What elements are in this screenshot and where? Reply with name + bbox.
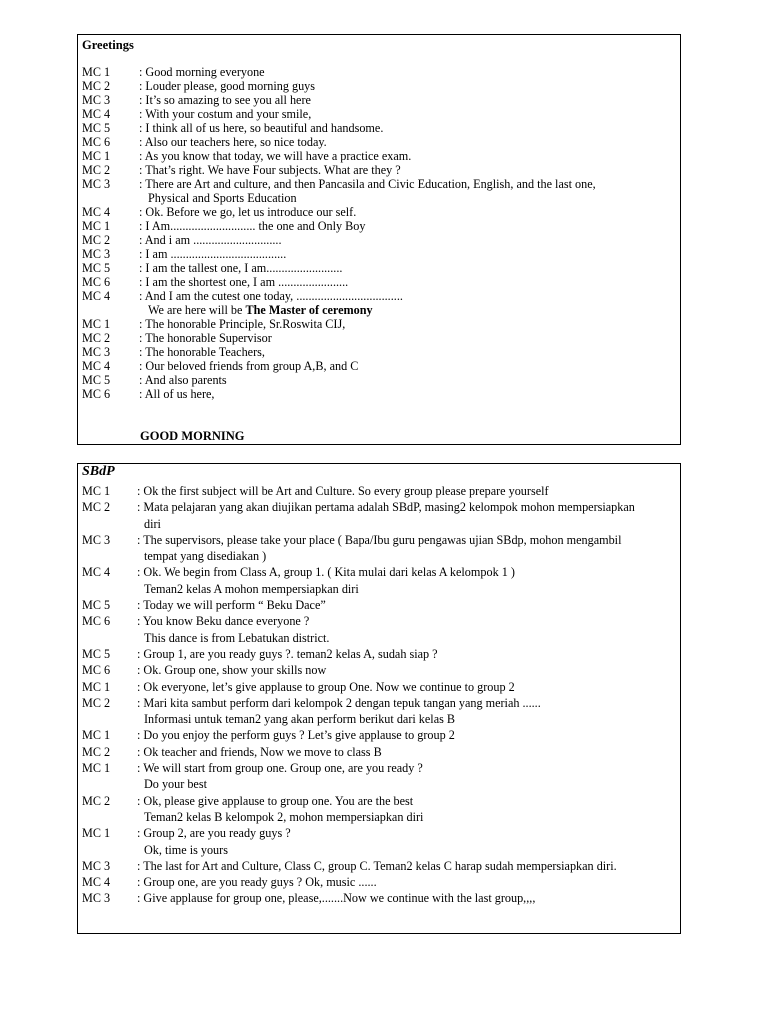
dialogue-text	[148, 303, 373, 317]
sbdp-line	[82, 597, 676, 613]
speaker-label: MC 2	[82, 695, 111, 710]
dialogue-text	[137, 597, 326, 613]
dialogue-text-content: : Ok, please give applause to group one. You are the best	[137, 793, 414, 808]
dialogue-text	[139, 331, 272, 345]
sbdp-line	[82, 776, 676, 792]
greetings-line	[82, 359, 676, 373]
dialogue-text-content: : The last for Art and Culture, Class C, group C. Teman2 kelas C harap sudah mempersiapkan diri.	[137, 858, 617, 873]
dialogue-text	[137, 793, 413, 809]
speaker-label: MC 3	[82, 177, 111, 191]
dialogue-text-content: : Ok everyone, let’s give applause to group One. Now we continue to group 2	[137, 679, 515, 694]
speaker-label: MC 6	[82, 387, 111, 401]
sbdp-line	[82, 613, 676, 629]
dialogue-text-content: We are here will be	[148, 303, 246, 317]
dialogue-text-content: Teman2 kelas A mohon mempersiapkan diri	[144, 581, 359, 596]
dialogue-text	[137, 499, 635, 515]
dialogue-text	[137, 564, 515, 580]
sbdp-line	[82, 842, 676, 858]
dialogue-text	[137, 744, 382, 760]
greetings-line	[82, 233, 676, 247]
sbdp-line	[82, 727, 676, 743]
greetings-line	[82, 387, 676, 401]
dialogue-text-content: : Group 2, are you ready guys ?	[137, 826, 291, 841]
speaker-label: MC 1	[82, 65, 111, 79]
dialogue-text-content: : There are Art and culture, and then Pancasila and Civic Education, English, and the last one,	[139, 177, 596, 191]
speaker-label: MC 5	[82, 598, 111, 613]
dialogue-text-content: : I am the tallest one, I am.........................	[139, 261, 343, 275]
dialogue-text-content: This dance is from Lebatukan district.	[144, 630, 330, 645]
dialogue-text-content: : Our beloved friends from group A,B, and C	[139, 359, 359, 373]
speaker-label: MC 1	[82, 484, 111, 498]
greetings-line	[82, 177, 676, 191]
speaker-label: MC 6	[82, 663, 111, 678]
speaker-label: MC 6	[82, 135, 111, 149]
speaker-label: MC 3	[82, 858, 111, 873]
dialogue-text	[144, 581, 359, 597]
speaker-label: MC 3	[82, 532, 111, 547]
dialogue-text	[139, 219, 365, 233]
dialogue-text-content: : The honorable Teachers,	[139, 345, 265, 359]
greetings-line	[82, 191, 676, 205]
dialogue-text-content: : The supervisors, please take your place ( Bapa/Ibu guru pengawas ujian SBdp, mohon mengambil	[137, 532, 622, 547]
dialogue-text	[139, 149, 411, 163]
dialogue-text	[139, 275, 348, 289]
dialogue-text-content: : Louder please, good morning guys	[139, 79, 316, 93]
speaker-label: MC 1	[82, 219, 111, 233]
dialogue-text	[137, 695, 541, 711]
dialogue-text-content: : Ok teacher and friends, Now we move to class B	[137, 744, 382, 759]
sbdp-line	[82, 516, 676, 532]
dialogue-text	[139, 121, 383, 135]
greetings-line	[82, 373, 676, 387]
greetings-lines	[82, 65, 676, 401]
sbdp-line	[82, 874, 676, 890]
dialogue-text-content: : Good morning everyone	[139, 65, 265, 79]
sbdp-line	[82, 679, 676, 695]
sbdp-line	[82, 564, 676, 580]
dialogue-text-content: : And also parents	[139, 373, 227, 387]
dialogue-text-content: Ok, time is yours	[144, 842, 228, 857]
speaker-label: MC 6	[82, 614, 111, 629]
dialogue-text-content: Physical and Sports Education	[148, 191, 297, 205]
sbdp-line	[82, 548, 676, 564]
dialogue-text-content: : It’s so amazing to see you all here	[139, 93, 311, 107]
dialogue-text-content: : I Am............................ the one and Only Boy	[139, 219, 366, 233]
sbdp-line	[82, 646, 676, 662]
speaker-label: MC 4	[82, 289, 111, 303]
dialogue-text	[137, 874, 377, 890]
dialogue-text-content: : I think all of us here, so beautiful and handsome.	[139, 121, 384, 135]
dialogue-text	[139, 177, 596, 191]
sbdp-line	[82, 858, 676, 874]
sbdp-line	[82, 483, 676, 499]
dialogue-text-content: : And i am .............................	[139, 233, 282, 247]
speaker-label: MC 5	[82, 373, 111, 387]
dialogue-text	[144, 776, 207, 792]
sbdp-title: SBdP	[82, 464, 115, 479]
dialogue-text-content: : I am the shortest one, I am .......................	[139, 275, 349, 289]
greetings-line	[82, 93, 676, 107]
dialogue-text	[139, 289, 403, 303]
dialogue-text	[139, 93, 311, 107]
dialogue-text-content: : All of us here,	[139, 387, 215, 401]
sbdp-line	[82, 793, 676, 809]
dialogue-text	[139, 247, 286, 261]
dialogue-text	[139, 373, 227, 387]
greetings-line	[82, 205, 676, 219]
sbdp-section	[77, 463, 681, 934]
speaker-label: MC 3	[82, 93, 111, 107]
dialogue-text-content: : Group one, are you ready guys ? Ok, music ......	[137, 875, 377, 890]
dialogue-text	[139, 261, 342, 275]
dialogue-text	[137, 890, 535, 906]
speaker-label: MC 1	[82, 826, 111, 841]
dialogue-text	[139, 387, 214, 401]
sbdp-line	[82, 825, 676, 841]
dialogue-text-content: : Ok the first subject will be Art and Culture. So every group please prepare yourself	[137, 484, 549, 498]
greetings-line	[82, 261, 676, 275]
speaker-label: MC 4	[82, 875, 111, 890]
dialogue-text-content: : Ok. Before we go, let us introduce our self.	[139, 205, 357, 219]
dialogue-text	[137, 662, 326, 678]
greetings-line	[82, 247, 676, 261]
dialogue-text	[137, 727, 455, 743]
dialogue-text	[144, 842, 228, 858]
dialogue-text-content: : As you know that today, we will have a practice exam.	[139, 149, 412, 163]
greetings-title: Greetings	[82, 38, 134, 52]
dialogue-text	[139, 205, 356, 219]
dialogue-text	[137, 532, 621, 548]
speaker-label: MC 2	[82, 744, 111, 759]
dialogue-text-content: : Give applause for group one, please,.......Now we continue with the last group,,,,	[137, 891, 536, 906]
dialogue-text	[144, 809, 423, 825]
dialogue-text	[137, 858, 617, 874]
greetings-line	[82, 135, 676, 149]
sbdp-line	[82, 695, 676, 711]
sbdp-line	[82, 809, 676, 825]
dialogue-text	[139, 359, 358, 373]
speaker-label: MC 2	[82, 331, 111, 345]
speaker-label: MC 5	[82, 261, 111, 275]
dialogue-text	[137, 646, 438, 662]
speaker-label: MC 2	[82, 500, 111, 515]
dialogue-text-content: Do your best	[144, 777, 207, 792]
sbdp-line	[82, 711, 676, 727]
dialogue-text-content: : With your costum and your smile,	[139, 107, 312, 121]
speaker-label: MC 6	[82, 275, 111, 289]
dialogue-text-content: : And I am the cutest one today, ...................................	[139, 289, 403, 303]
speaker-label: MC 1	[82, 317, 111, 331]
dialogue-text	[137, 483, 549, 499]
speaker-label: MC 1	[82, 679, 111, 694]
dialogue-text-content: : Ok. We begin from Class A, group 1. ( Kita mulai dari kelas A kelompok 1 )	[137, 565, 515, 580]
speaker-label: MC 2	[82, 79, 111, 93]
dialogue-text	[139, 163, 401, 177]
dialogue-text-content: : Mari kita sambut perform dari kelompok 2 dengan tepuk tangan yang meriah ......	[137, 695, 541, 710]
dialogue-text-content: : That’s right. We have Four subjects. What are they ?	[139, 163, 401, 177]
speaker-label: MC 3	[82, 891, 111, 906]
greetings-line	[82, 107, 676, 121]
dialogue-text	[137, 679, 515, 695]
dialogue-text	[139, 65, 265, 79]
speaker-label: MC 2	[82, 233, 111, 247]
sbdp-line	[82, 532, 676, 548]
dialogue-text-content: : We will start from group one. Group one, are you ready ?	[137, 761, 423, 776]
dialogue-text	[148, 191, 297, 205]
greetings-line	[82, 79, 676, 93]
dialogue-text	[144, 630, 329, 646]
speaker-label: MC 3	[82, 247, 111, 261]
greetings-line	[82, 331, 676, 345]
sbdp-line	[82, 744, 676, 760]
dialogue-text-content: : I am ......................................	[139, 247, 287, 261]
dialogue-text-content: : Group 1, are you ready guys ?. teman2 kelas A, sudah siap ?	[137, 646, 438, 661]
dialogue-text-content: Teman2 kelas B kelompok 2, mohon mempersiapkan diri	[144, 809, 424, 824]
dialogue-text	[137, 825, 291, 841]
dialogue-text-content: Informasi untuk teman2 yang akan perform berikut dari kelas B	[144, 712, 456, 727]
speaker-label: MC 1	[82, 761, 111, 776]
dialogue-text-content: : Do you enjoy the perform guys ? Let’s give applause to group 2	[137, 728, 455, 743]
dialogue-text	[144, 711, 455, 727]
greetings-line	[82, 317, 676, 331]
sbdp-line	[82, 499, 676, 515]
greetings-line	[82, 163, 676, 177]
dialogue-text-content: : Ok. Group one, show your skills now	[137, 663, 327, 678]
sbdp-line	[82, 890, 676, 906]
dialogue-text-content: : The honorable Principle, Sr.Roswita CIJ,	[139, 317, 346, 331]
emphasis-text: The Master of ceremony	[245, 303, 373, 317]
dialogue-text-content: : Mata pelajaran yang akan diujikan pertama adalah SBdP, masing2 kelompok mohon mempersiapkan	[137, 500, 635, 515]
greetings-line	[82, 345, 676, 359]
dialogue-text-content: : You know Beku dance everyone ?	[137, 614, 310, 629]
dialogue-text-content: tempat yang disediakan )	[144, 549, 267, 564]
dialogue-text-content: : The honorable Supervisor	[139, 331, 272, 345]
greetings-line	[82, 219, 676, 233]
dialogue-text	[139, 79, 315, 93]
greetings-line	[82, 303, 676, 317]
dialogue-text	[137, 613, 309, 629]
speaker-label: MC 5	[82, 646, 111, 661]
dialogue-text	[144, 516, 161, 532]
sbdp-line	[82, 581, 676, 597]
greetings-line	[82, 275, 676, 289]
speaker-label: MC 1	[82, 149, 111, 163]
greetings-line	[82, 121, 676, 135]
dialogue-text	[139, 317, 345, 331]
dialogue-text	[139, 345, 265, 359]
dialogue-text	[139, 107, 311, 121]
speaker-label: MC 2	[82, 793, 111, 808]
speaker-label: MC 4	[82, 107, 111, 121]
dialogue-text-content: : Today we will perform “ Beku Dace”	[137, 598, 326, 613]
speaker-label: MC 1	[82, 728, 111, 743]
dialogue-text	[137, 760, 423, 776]
sbdp-line	[82, 760, 676, 776]
greetings-line	[82, 65, 676, 79]
greetings-closing: GOOD MORNING	[140, 429, 245, 443]
sbdp-line	[82, 630, 676, 646]
dialogue-text-content: : Also our teachers here, so nice today.	[139, 135, 327, 149]
dialogue-text-content: diri	[144, 516, 161, 531]
speaker-label: MC 4	[82, 359, 111, 373]
sbdp-line	[82, 662, 676, 678]
dialogue-text	[139, 233, 282, 247]
speaker-label: MC 5	[82, 121, 111, 135]
speaker-label: MC 4	[82, 565, 111, 580]
speaker-label: MC 2	[82, 163, 111, 177]
dialogue-text	[144, 548, 266, 564]
greetings-line	[82, 149, 676, 163]
sbdp-lines	[82, 483, 676, 907]
greetings-section	[77, 34, 681, 445]
greetings-line	[82, 289, 676, 303]
dialogue-text	[139, 135, 327, 149]
speaker-label: MC 3	[82, 345, 111, 359]
speaker-label: MC 4	[82, 205, 111, 219]
